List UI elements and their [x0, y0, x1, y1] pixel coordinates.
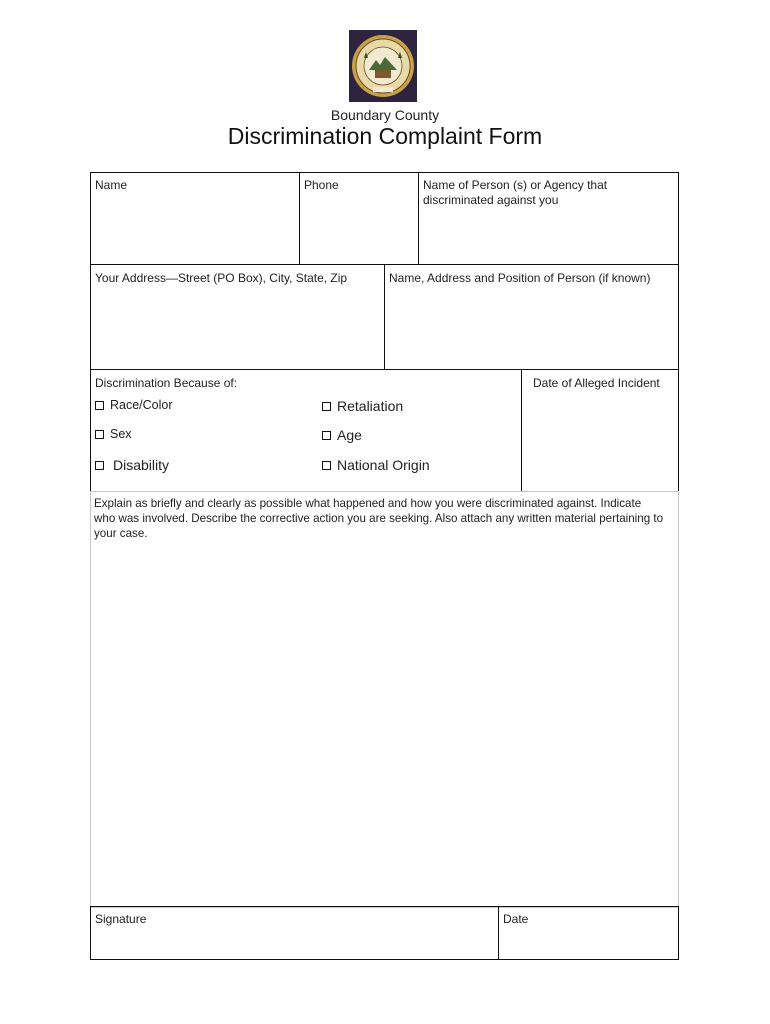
- explanation-field[interactable]: [90, 491, 679, 908]
- national-origin-checkbox[interactable]: [322, 457, 430, 473]
- agency-field[interactable]: [418, 172, 679, 265]
- phone-field[interactable]: [299, 172, 419, 265]
- incident-date-label: Date of Alleged Incident: [533, 376, 660, 390]
- name-label: Name: [95, 178, 128, 192]
- disability-label: Disability: [113, 457, 170, 473]
- county-name: Boundary County: [330, 107, 440, 123]
- page-title: Discrimination Complaint Form: [227, 123, 543, 149]
- signature-date-field[interactable]: [498, 906, 679, 960]
- address-field[interactable]: [90, 264, 385, 370]
- signature-date-label: Date: [503, 912, 529, 926]
- age-checkbox[interactable]: [322, 427, 362, 443]
- incident-date-field[interactable]: [521, 369, 679, 492]
- county-seal-icon: [349, 30, 417, 102]
- race-color-label: Race/Color: [110, 398, 173, 412]
- agency-label: Name of Person (s) or Agency that discriminated against you: [423, 178, 608, 207]
- person-field[interactable]: [384, 264, 679, 370]
- checkbox-icon: [95, 461, 104, 470]
- race-color-checkbox[interactable]: [95, 398, 173, 412]
- sex-checkbox[interactable]: [95, 427, 132, 441]
- checkbox-icon: [322, 461, 331, 470]
- explanation-instructions: Explain as briefly and clearly as possible what happened and how you were discriminated against. Indicate who was involved. Describe the corrective action you are seeking. Also attach any written material pertaining to your case.: [94, 497, 664, 540]
- national-origin-label: National Origin: [337, 457, 430, 473]
- checkbox-icon: [322, 402, 331, 411]
- address-label: Your Address—Street (PO Box), City, State, Zip: [95, 271, 348, 285]
- name-field[interactable]: [90, 172, 300, 265]
- signature-field[interactable]: [90, 906, 499, 960]
- disability-checkbox[interactable]: [95, 457, 169, 473]
- checkbox-icon: [322, 431, 331, 440]
- discrimination-basis: [90, 369, 522, 492]
- signature-label: Signature: [95, 912, 147, 926]
- checkbox-icon: [95, 430, 104, 439]
- retaliation-label: Retaliation: [337, 398, 404, 414]
- basis-heading: Discrimination Because of:: [95, 376, 238, 390]
- retaliation-checkbox[interactable]: [322, 398, 403, 414]
- phone-label: Phone: [304, 178, 339, 192]
- age-label: Age: [337, 427, 362, 443]
- person-label: Name, Address and Position of Person (if known): [389, 271, 651, 285]
- sex-label: Sex: [110, 427, 132, 441]
- checkbox-icon: [95, 401, 104, 410]
